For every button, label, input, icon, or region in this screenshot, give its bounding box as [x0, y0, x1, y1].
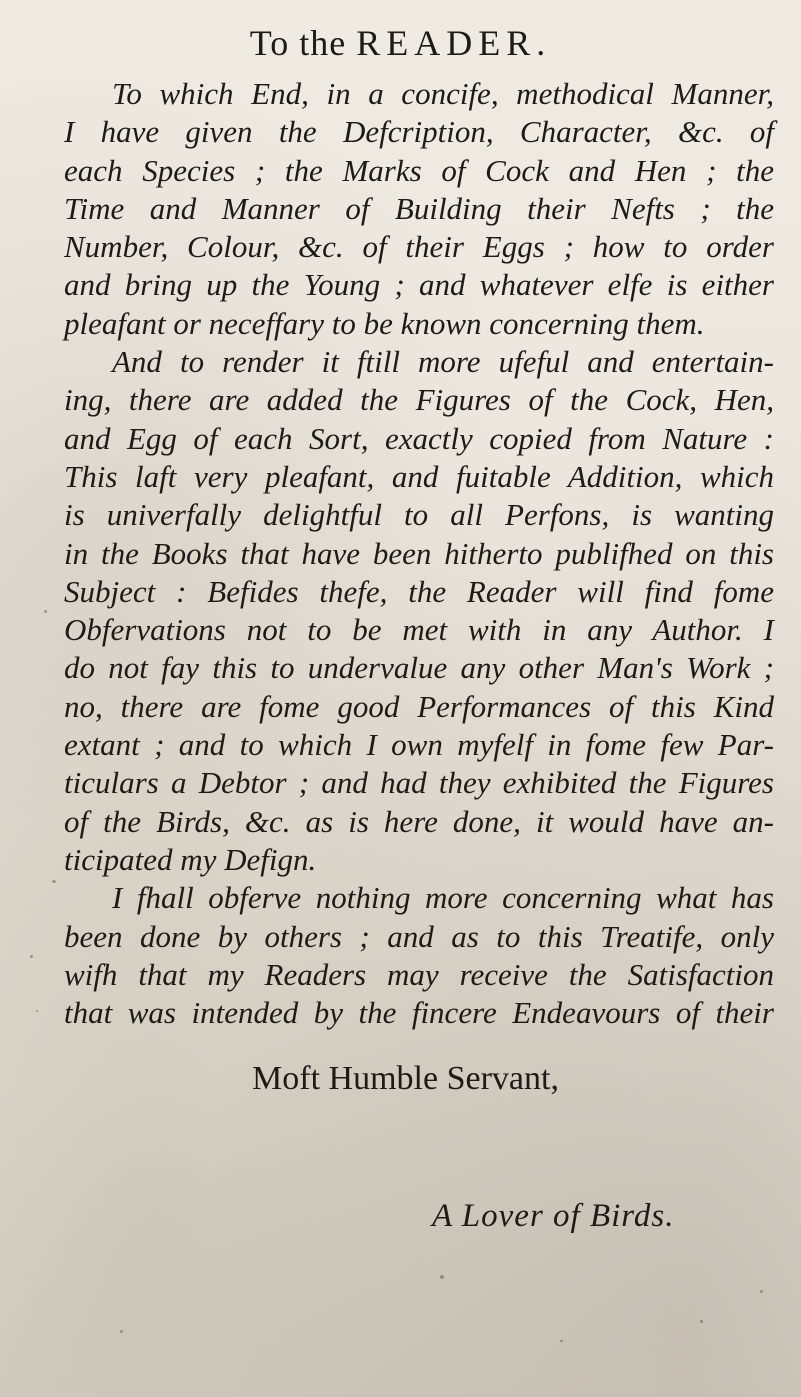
text-line: each Species ; the Marks of Cock and Hen ; the	[64, 152, 774, 188]
text-line: been done by others ; and as to this Treatife, only	[64, 918, 774, 954]
paper-speck	[52, 880, 56, 883]
text-line: ticulars a Debtor ; and had they exhibited the Figures	[64, 765, 774, 801]
text-line: And to render it ftill more ufeful and entertain-	[112, 344, 774, 380]
text-line: This laft very pleafant, and fuitable Addition, which	[64, 458, 774, 494]
closing-salutation: Moft Humble Servant,	[252, 1060, 559, 1097]
text-line: no, there are fome good Performances of this Kind	[64, 688, 774, 724]
text-line: ing, there are added the Figures of the Cock, Hen,	[64, 382, 774, 418]
paper-speck	[44, 610, 47, 613]
heading-prefix: To the	[249, 23, 357, 63]
text-line: is univerfally delightful to all Perfons, is wanting	[64, 497, 774, 533]
text-line: wifh that my Readers may receive the Satisfaction	[64, 956, 774, 992]
page-heading	[0, 22, 801, 64]
paper-speck	[700, 1320, 703, 1323]
paper-speck	[760, 1290, 763, 1293]
heading-reader: READER.	[356, 23, 552, 63]
paper-speck	[440, 1275, 444, 1279]
text-line: I fhall obferve nothing more concerning what has	[112, 880, 774, 916]
text-line: and Egg of each Sort, exactly copied from Nature :	[64, 420, 774, 456]
preface-body	[64, 75, 774, 1032]
text-line: Obfervations not to be met with in any Author. I	[64, 612, 774, 648]
paper-speck	[560, 1340, 563, 1342]
text-line: To which End, in a concife, methodical Manner,	[112, 76, 774, 111]
paper-speck	[36, 1010, 38, 1012]
signature: A Lover of Birds.	[432, 1198, 675, 1234]
text-line: that was intended by the fincere Endeavours of their	[64, 995, 774, 1031]
text-line: in the Books that have been hitherto publifhed on this	[64, 535, 774, 571]
text-line: Time and Manner of Building their Nefts ; the	[64, 190, 774, 226]
text-line: ticipated my Defign.	[64, 841, 317, 877]
text-line: extant ; and to which I own myfelf in fome few Par-	[64, 727, 774, 763]
text-line: of the Birds, &c. as is here done, it would have an-	[64, 803, 774, 839]
text-line: pleafant or neceffary to be known concerning them.	[64, 305, 705, 341]
paper-speck	[30, 955, 33, 958]
text-line: do not fay this to undervalue any other Man's Work ;	[64, 650, 774, 686]
text-line: I have given the Defcription, Character, &c. of	[64, 114, 774, 150]
paper-speck	[120, 1330, 123, 1333]
text-line: Subject : Befides thefe, the Reader will find fome	[64, 573, 774, 609]
text-line: and bring up the Young ; and whatever elfe is either	[64, 267, 774, 303]
text-line: Number, Colour, &c. of their Eggs ; how to order	[64, 229, 774, 265]
